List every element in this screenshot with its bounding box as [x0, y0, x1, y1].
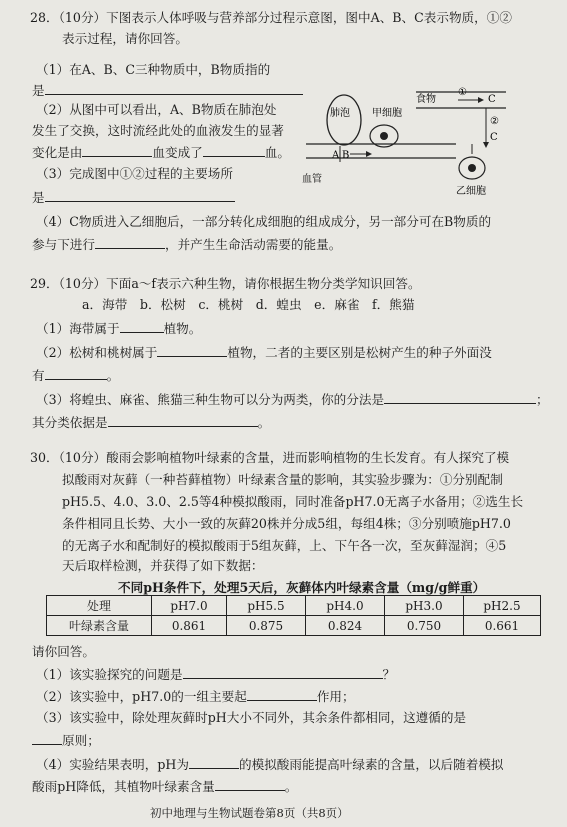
q30-ask: 请你回答。	[32, 644, 95, 659]
q30-line6: 天后取样检测，并获得了如下数据：	[62, 558, 264, 573]
cell-jia-nucleus	[380, 132, 388, 140]
alveolus-shape	[327, 95, 361, 145]
q28-s4b: 参与下进行 ，并产生生命活动需要的能量。	[32, 237, 342, 252]
answer-blank[interactable]	[215, 778, 285, 791]
q30-s3b: 原则；	[32, 732, 100, 749]
table-row	[47, 616, 541, 636]
label-c1: C	[488, 94, 496, 105]
q30-s3: （3）该实验中，除处理灰藓时pH大小不同外，其余条件都相同，这遵循的是	[36, 710, 467, 725]
table-cell: 0.861	[152, 616, 227, 636]
label-yixibao: 乙细胞	[456, 186, 486, 197]
q30-line1: 30．（10分）酸雨会影响植物叶绿素的含量，进而影响植物的生长发育。有人探究了模	[30, 450, 510, 465]
q30-s4: （4）实验结果表明，pH为 的模拟酸雨能提高叶绿素的含量，以后随着模拟	[36, 757, 504, 772]
table-header-cell: 处理	[47, 596, 152, 616]
answer-blank[interactable]	[247, 688, 317, 701]
q29-s1: （1）海带属于 植物。	[36, 321, 202, 336]
table-header-cell: pH7.0	[152, 596, 227, 616]
q28-line1: 28．（10分）下图表示人体呼吸与营养部分过程示意图，图中A、B、C表示物质，①②	[30, 10, 512, 25]
q28-s2a: （2）从图中可以看出，A、B物质在肺泡处	[36, 102, 277, 117]
q29-s2: （2）松树和桃树属于 植物，二者的主要区别是松树产生的种子外面没	[36, 345, 492, 360]
chlorophyll-table	[46, 595, 541, 636]
page-footer: 初中地理与生物试题卷第8页（共8页）	[150, 806, 349, 820]
table-cell: 0.661	[464, 616, 541, 636]
q28-s4a: （4）C物质进入乙细胞后，一部分转化成细胞的组成成分，另一部分可在B物质的	[36, 214, 492, 229]
q29-s3b: 其分类依据是 。	[32, 415, 271, 430]
answer-blank[interactable]	[32, 732, 62, 745]
table-caption: 不同pH条件下，处理5天后，灰藓体内叶绿素含量（mg/g鲜重）	[118, 580, 486, 595]
table-cell: 0.824	[306, 616, 385, 636]
answer-blank[interactable]	[108, 414, 258, 427]
q28-s3b: 是	[32, 189, 235, 206]
q30-line3: pH5.5、4.0、3.0、2.5等4种模拟酸雨，同时准备pH7.0无离子水备用；②选生长	[62, 494, 524, 509]
q29-s3: （3）将蝗虫、麻雀、熊猫三种生物可以分为两类，你的分法是 ；	[36, 392, 549, 407]
q29-s2b: 有 。	[32, 368, 120, 383]
table-header-cell: pH4.0	[306, 596, 385, 616]
table-cell: 0.875	[227, 616, 306, 636]
table-cell: 叶绿素含量	[47, 616, 152, 636]
label-circle2: ②	[490, 116, 499, 127]
answer-blank[interactable]	[45, 367, 107, 380]
arrow-head	[366, 151, 372, 157]
answer-blank[interactable]	[384, 391, 536, 404]
answer-blank[interactable]	[45, 82, 303, 95]
q28-s1a: （1）在A、B、C三种物质中，B物质指的	[36, 62, 271, 77]
q28-s3a: （3）完成图中①②过程的主要场所	[36, 166, 233, 181]
cell-yi-nucleus	[468, 164, 476, 172]
arrow-head	[478, 97, 484, 103]
q29-list: a．海带 b．松树 c．桃树 d．蝗虫 e．麻雀 f．熊猫	[82, 297, 415, 312]
q30-line2: 拟酸雨对灰藓（一种苔藓植物）叶绿素含量的影响，其实验步骤为：①分别配制	[62, 472, 503, 487]
answer-blank[interactable]	[157, 344, 227, 357]
answer-blank[interactable]	[82, 144, 152, 157]
q30-s4b: 酸雨pH降低，其植物叶绿素含量 。	[32, 779, 298, 794]
label-jiaxibao: 甲细胞	[372, 108, 402, 119]
label-food: 食物	[416, 94, 436, 105]
table-row	[47, 596, 541, 616]
label-a: A	[332, 150, 340, 161]
q28-line2: 表示过程，请你回答。	[62, 31, 188, 46]
label-circle1: ①	[458, 87, 467, 98]
q30-line5: 的无离子水和配制好的模拟酸雨于5组灰藓，上、下午各一次，至灰藓湿润；④5	[62, 538, 507, 553]
label-xueguan: 血管	[302, 174, 322, 185]
q28-s2c: 变化是由 血变成了 血。	[32, 145, 290, 160]
label-feipao: 肺泡	[330, 108, 350, 119]
label-c2: C	[490, 132, 498, 143]
table-header-cell: pH5.5	[227, 596, 306, 616]
answer-blank[interactable]	[203, 144, 265, 157]
answer-blank[interactable]	[45, 189, 235, 202]
answer-blank[interactable]	[183, 666, 383, 679]
q30-s2: （2）该实验中，pH7.0的一组主要起 作用；	[36, 689, 355, 704]
answer-blank[interactable]	[95, 236, 165, 249]
answer-blank[interactable]	[189, 756, 239, 769]
q28-s1b: 是	[32, 82, 303, 99]
q30-s1: （1）该实验探究的问题是 ？	[36, 667, 396, 682]
table-header-cell: pH3.0	[385, 596, 464, 616]
table-cell: 0.750	[385, 616, 464, 636]
respiration-nutrition-diagram	[302, 82, 516, 202]
arrow-head	[483, 142, 489, 148]
q28-s2b: 发生了交换，这时流经此处的血液发生的显著	[32, 123, 284, 138]
q29-line1: 29．（10分）下面a～f表示六种生物，请你根据生物分类学知识回答。	[30, 276, 421, 291]
answer-blank[interactable]	[120, 320, 164, 333]
q30-line4: 条件相同且长势、大小一致的灰藓20株并分成5组，每组4株；③分别喷施pH7.0	[62, 516, 511, 531]
table-header-cell: pH2.5	[464, 596, 541, 616]
label-b: B	[342, 150, 350, 161]
